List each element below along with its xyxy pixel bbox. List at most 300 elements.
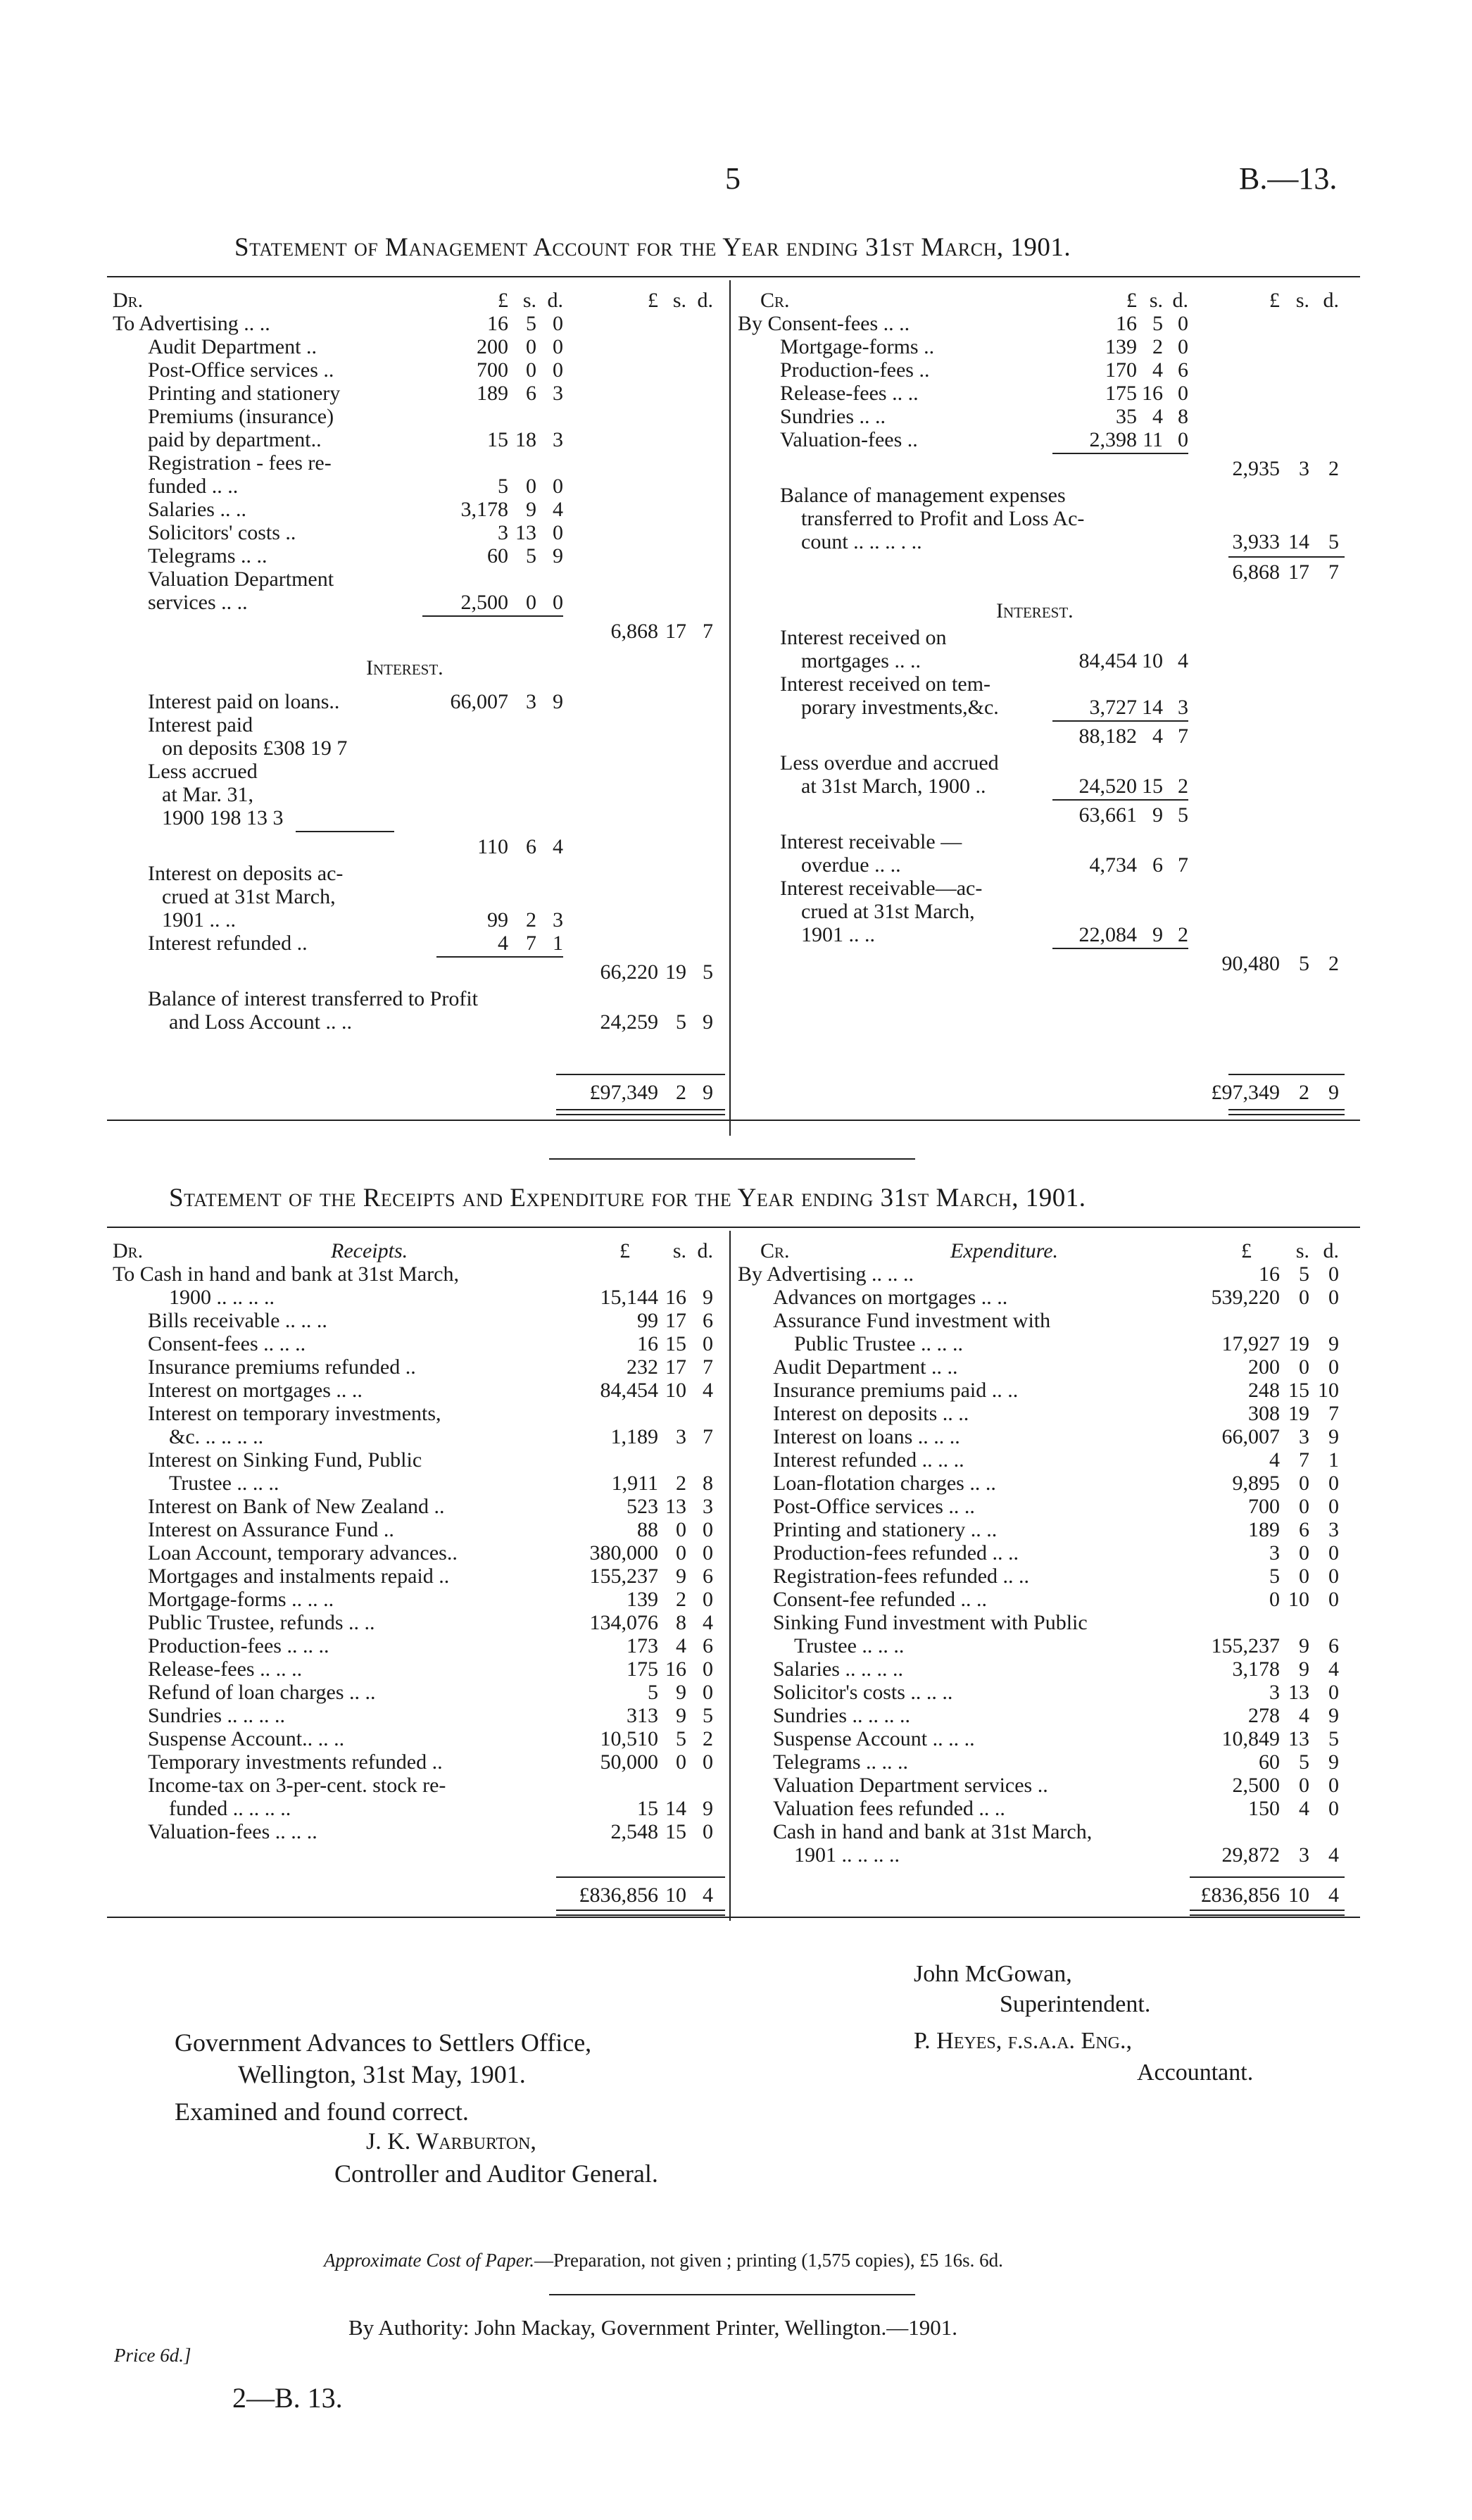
credit-row-shillings: 11 (1143, 428, 1163, 451)
expenditure-row-pounds: 539,220 (1211, 1286, 1280, 1309)
credit-row-pence: 0 (1178, 335, 1188, 358)
balance-mgmt-3: count .. .. .. . .. (801, 530, 922, 553)
expenditure-row-label: Audit Department .. .. (773, 1355, 958, 1379)
receipt-row-pence: 0 (703, 1657, 713, 1681)
debit-row-pounds: 5 (498, 475, 508, 498)
debit-row-pounds: 189 (477, 382, 508, 405)
expenditure-row-pence: 5 (1328, 1727, 1339, 1750)
credit-row-pounds: 16 (1116, 312, 1137, 335)
expenditure-row-shillings: 0 (1299, 1565, 1309, 1588)
cr-accrued-pence: 2 (1178, 923, 1188, 946)
credit-row-shillings: 5 (1152, 312, 1163, 335)
debit-row-shillings: 5 (526, 312, 536, 335)
expenditure-row-label: Suspense Account .. .. .. (773, 1727, 975, 1750)
receipt-row-shillings: 14 (665, 1797, 686, 1820)
expenditure-row-label: Advances on mortgages .. .. (773, 1286, 1008, 1309)
debit-row-label: services .. .. (148, 591, 248, 614)
ex-cr-label: Cr. (760, 1239, 790, 1262)
interest-accrued-shillings: 2 (526, 908, 536, 932)
interest-refunded-shillings: 7 (526, 932, 536, 955)
cr-int-1b: mortgages .. .. (801, 649, 921, 672)
credit-row-pounds: 175 (1105, 382, 1137, 405)
deposits-rule (296, 831, 394, 832)
interest-subtotal-pence: 5 (703, 960, 713, 984)
expenditure-row-pence: 10 (1318, 1379, 1339, 1402)
debit-row-label: Telegrams .. .. (148, 544, 268, 568)
debit-row-label: Valuation Department (148, 568, 334, 591)
debit-row-shillings: 9 (526, 498, 536, 521)
superintendent-title: Superintendent. (1000, 1991, 1151, 2017)
debit-row-shillings: 0 (526, 358, 536, 382)
expenditure-row-pounds: 700 (1248, 1495, 1280, 1518)
credit-subtotal-pence: 2 (1328, 457, 1339, 480)
expenditure-row-label: Sundries .. .. .. .. (773, 1704, 910, 1727)
receipt-row-pence: 0 (703, 1541, 713, 1565)
receipt-row-shillings: 9 (676, 1704, 686, 1727)
receipt-row-shillings: 2 (676, 1472, 686, 1495)
cr-net-pence: 5 (1178, 803, 1188, 827)
expenditure-row-pounds: 66,007 (1221, 1425, 1280, 1448)
receipt-row-pence: 6 (703, 1634, 713, 1657)
receipt-row-pounds: 84,454 (600, 1379, 658, 1402)
expenditure-row-pounds: 248 (1248, 1379, 1280, 1402)
debit-row-pounds: 2,500 (460, 591, 508, 614)
balance-interest-shillings: 5 (676, 1010, 686, 1034)
expenditure-row-label: Registration-fees refunded .. .. (773, 1565, 1030, 1588)
expenditure-row-shillings: 19 (1288, 1332, 1309, 1355)
expenditure-row-label: Valuation fees refunded .. .. (773, 1797, 1005, 1820)
expenditure-row-pence: 0 (1328, 1797, 1339, 1820)
receipt-row-shillings: 16 (665, 1286, 686, 1309)
receipt-row-pence: 8 (703, 1472, 713, 1495)
credit-total-shillings: 2 (1299, 1081, 1309, 1104)
receipt-row-label: Income-tax on 3-per-cent. stock re- (148, 1774, 446, 1797)
expenditure-row-pounds: 0 (1269, 1588, 1280, 1611)
credit-row-shillings: 16 (1142, 382, 1163, 405)
receipt-row-pence: 6 (703, 1565, 713, 1588)
debit-row-label: Premiums (insurance) (148, 405, 334, 428)
interest-accrued-2: crued at 31st March, (162, 885, 336, 908)
expenditure-row-pence: 7 (1328, 1402, 1339, 1425)
cr-interest-heading: Interest. (996, 599, 1074, 622)
interest-accrued-1: Interest on deposits ac- (148, 862, 344, 885)
expenditure-row-label: Loan-flotation charges .. .. (773, 1472, 996, 1495)
receipts-top-rule (107, 1227, 1360, 1228)
debit-row-pence: 0 (553, 335, 563, 358)
receipt-row-pence: 7 (703, 1425, 713, 1448)
cr-int-sum-pounds: 88,182 (1078, 725, 1137, 748)
interest-paid-loans-pence: 9 (553, 690, 563, 713)
credit-row-pounds: 2,398 (1089, 428, 1137, 451)
expenditure-row-label: Post-Office services .. .. (773, 1495, 975, 1518)
expenditure-row-pounds: 16 (1259, 1262, 1280, 1286)
credit-total-pence: 9 (1328, 1081, 1339, 1104)
receipt-row-pounds: 175 (627, 1657, 658, 1681)
expenditure-row-label: Printing and stationery .. .. (773, 1518, 998, 1541)
receipt-total-pence: 4 (703, 1883, 713, 1907)
receipt-row-pounds: 16 (637, 1332, 658, 1355)
credit-total-a-pence: 7 (1328, 560, 1339, 584)
debit-row-shillings: 6 (526, 382, 536, 405)
receipt-row-label: Sundries .. .. .. .. (148, 1704, 285, 1727)
cr-interest-total-pence: 2 (1328, 952, 1339, 975)
credit-row-pence: 6 (1178, 358, 1188, 382)
cr-less-pence: 2 (1178, 775, 1188, 798)
receipt-row-pounds: 380,000 (589, 1541, 658, 1565)
receipt-row-pounds: 523 (627, 1495, 658, 1518)
receipt-total-rule-top (556, 1876, 725, 1878)
receipt-row-shillings: 17 (665, 1355, 686, 1379)
credit-total-rule-top (1228, 1074, 1345, 1075)
receipt-row-pounds: 232 (627, 1355, 658, 1379)
accountant-title: Accountant. (1137, 2060, 1254, 2086)
debit-row-label: To Advertising .. .. (113, 312, 270, 335)
expenditure-row-pounds: 200 (1248, 1355, 1280, 1379)
debit-row-pence: 3 (553, 382, 563, 405)
balance-mgmt-2: transferred to Profit and Loss Ac- (801, 507, 1085, 530)
debit-row-label: Salaries .. .. (148, 498, 246, 521)
accountant-name: P. Heyes, f.s.a.a. Eng., (914, 2028, 1132, 2054)
col-shillings-head-2: s. (672, 289, 686, 312)
expenditure-row-label: Assurance Fund investment with (773, 1309, 1051, 1332)
signature-mark: 2—B. 13. (232, 2382, 343, 2414)
debit-row-shillings: 0 (526, 475, 536, 498)
auditor-title: Controller and Auditor General. (334, 2159, 658, 2188)
debit-row-shillings: 5 (526, 544, 536, 568)
interest-paid-deposits-1: Interest paid (148, 713, 253, 736)
debit-row-label: Registration - fees re- (148, 451, 332, 475)
receipt-row-pounds: 99 (637, 1309, 658, 1332)
management-top-rule (107, 276, 1360, 277)
receipt-row-pounds: 10,510 (600, 1727, 658, 1750)
expenditure-row-pounds: 60 (1259, 1750, 1280, 1774)
debit-total-shillings: 2 (676, 1081, 686, 1104)
interest-heading: Interest. (366, 656, 444, 679)
expenditure-row-pounds: 3 (1269, 1681, 1280, 1704)
expenditure-row-pence: 0 (1328, 1565, 1339, 1588)
receipt-row-pounds: 155,237 (589, 1565, 658, 1588)
cr-overdue-pounds: 4,734 (1089, 853, 1137, 877)
receipt-row-label: Insurance premiums refunded .. (148, 1355, 416, 1379)
debit-subtotal-pounds: 6,868 (610, 620, 658, 643)
expenditure-row-pounds: 10,849 (1221, 1727, 1280, 1750)
receipts-bottom-rule (107, 1917, 1360, 1918)
expenditure-row-pounds: 155,237 (1211, 1634, 1280, 1657)
cr-int-sum-shillings: 4 (1152, 725, 1163, 748)
credit-total-pounds: £97,349 (1211, 1081, 1280, 1104)
debit-row-pence: 9 (553, 544, 563, 568)
receipt-row-pounds: 15 (637, 1797, 658, 1820)
credit-sum-rule-2 (1228, 556, 1345, 558)
expenditure-row-pence: 0 (1328, 1681, 1339, 1704)
debit-row-pence: 0 (553, 521, 563, 544)
cr-int-1-pence: 4 (1178, 649, 1188, 672)
cost-label: Approximate Cost of Paper. (324, 2250, 534, 2271)
receipt-row-pounds: 139 (627, 1588, 658, 1611)
receipt-row-pounds: 2,548 (610, 1820, 658, 1843)
expenditure-row-pounds: 9,895 (1232, 1472, 1280, 1495)
cr-int-1-shillings: 10 (1142, 649, 1163, 672)
receipt-row-label: To Cash in hand and bank at 31st March, (113, 1262, 459, 1286)
receipt-row-pounds: 1,189 (610, 1425, 658, 1448)
expenditure-row-pence: 0 (1328, 1262, 1339, 1286)
receipts-center-divider (729, 1231, 731, 1921)
debit-row-shillings: 13 (515, 521, 536, 544)
receipt-row-label: Consent-fees .. .. .. (148, 1332, 306, 1355)
credit-row-label: Production-fees .. (780, 358, 930, 382)
receipt-total-rule-bottom (556, 1910, 725, 1916)
expenditure-row-shillings: 0 (1299, 1541, 1309, 1565)
debit-row-pence: 0 (553, 591, 563, 614)
receipt-row-pounds: 15,144 (600, 1286, 658, 1309)
cr-overdue-2: overdue .. .. (801, 853, 901, 877)
management-center-divider (729, 280, 731, 1136)
receipt-row-shillings: 17 (665, 1309, 686, 1332)
credit-row-shillings: 2 (1152, 335, 1163, 358)
expenditure-row-pence: 4 (1328, 1843, 1339, 1867)
receipt-row-label: Mortgage-forms .. .. .. (148, 1588, 334, 1611)
interest-accrued-pounds: 99 (487, 908, 508, 932)
less-accrued-2: at Mar. 31, (162, 783, 253, 806)
expenditure-row-label: Cash in hand and bank at 31st March, (773, 1820, 1093, 1843)
expenditure-row-pence: 1 (1328, 1448, 1339, 1472)
cr-int-2-pounds: 3,727 (1089, 696, 1137, 719)
expenditure-row-label: By Advertising .. .. .. (738, 1262, 914, 1286)
receipt-row-shillings: 13 (665, 1495, 686, 1518)
expenditure-row-pounds: 3,178 (1232, 1657, 1280, 1681)
expenditure-row-pence: 9 (1328, 1750, 1339, 1774)
interest-paid-loans-pounds: 66,007 (450, 690, 508, 713)
debit-row-pence: 0 (553, 475, 563, 498)
debit-row-label: paid by department.. (148, 428, 322, 451)
receipt-row-label: Valuation-fees .. .. .. (148, 1820, 317, 1843)
cr-int-2a: Interest received on tem- (780, 672, 991, 696)
debit-sum-rule (422, 615, 563, 617)
receipt-row-label: Release-fees .. .. .. (148, 1657, 303, 1681)
credit-subtotal-shillings: 3 (1299, 457, 1309, 480)
expenditure-total-pence: 4 (1328, 1883, 1339, 1907)
cr-col-pence-head-2: d. (1323, 289, 1339, 312)
rc-dr-label: Dr. (113, 1239, 144, 1262)
footer-separator (549, 2294, 915, 2295)
cr-int-1-pounds: 84,454 (1078, 649, 1137, 672)
cr-int-2-pence: 3 (1178, 696, 1188, 719)
receipt-row-label: Interest on Assurance Fund .. (148, 1518, 394, 1541)
receipt-row-label: Refund of loan charges .. .. (148, 1681, 376, 1704)
credit-sum-rule (1052, 453, 1188, 454)
expenditure-row-shillings: 5 (1299, 1750, 1309, 1774)
expenditure-row-shillings: 0 (1299, 1495, 1309, 1518)
expenditure-row-shillings: 7 (1299, 1448, 1309, 1472)
receipt-row-pounds: 313 (627, 1704, 658, 1727)
receipt-row-shillings: 0 (676, 1541, 686, 1565)
debit-total-pounds: £97,349 (589, 1081, 658, 1104)
auditor-name: J. K. Warburton, (366, 2129, 536, 2155)
debit-total-rule-bottom (556, 1109, 725, 1115)
expenditure-row-pence: 0 (1328, 1495, 1339, 1518)
expenditure-row-label: 1901 .. .. .. .. (794, 1843, 900, 1867)
cr-overdue-1: Interest receivable — (780, 830, 962, 853)
receipt-total-pounds: £836,856 (579, 1883, 658, 1907)
cr-col-shillings-head: s. (1149, 289, 1163, 312)
balance-interest-pence: 9 (703, 1010, 713, 1034)
balance-mgmt-1: Balance of management expenses (780, 484, 1066, 507)
interest-subtotal-shillings: 19 (665, 960, 686, 984)
interest-paid-deposits-2: on deposits £308 19 7 (162, 736, 348, 760)
receipt-row-pence: 5 (703, 1704, 713, 1727)
credit-total-a-shillings: 17 (1288, 560, 1309, 584)
receipt-row-pence: 0 (703, 1750, 713, 1774)
balance-interest-pounds: 24,259 (600, 1010, 658, 1034)
expenditure-row-label: Consent-fee refunded .. .. (773, 1588, 988, 1611)
expenditure-row-pence: 0 (1328, 1541, 1339, 1565)
expenditure-row-pounds: 2,500 (1232, 1774, 1280, 1797)
deposits-net-shillings: 6 (526, 835, 536, 858)
cr-col-pounds-head-2: £ (1269, 289, 1280, 312)
superintendent-name: John McGowan, (914, 1961, 1072, 1987)
cr-less-2: at 31st March, 1900 .. (801, 775, 986, 798)
expenditure-row-label: Interest on deposits .. .. (773, 1402, 969, 1425)
cr-accrued-shillings: 9 (1152, 923, 1163, 946)
cr-int-sum-pence: 7 (1178, 725, 1188, 748)
debit-row-pence: 0 (553, 358, 563, 382)
expenditure-row-pounds: 3 (1269, 1541, 1280, 1565)
debit-row-pounds: 60 (487, 544, 508, 568)
debit-row-pounds: 15 (487, 428, 508, 451)
dr-label: Dr. (113, 289, 144, 312)
balance-mgmt-shillings: 14 (1288, 530, 1309, 553)
receipt-row-pence: 4 (703, 1611, 713, 1634)
expenditure-row-label: Telegrams .. .. .. (773, 1750, 909, 1774)
receipt-row-label: &c. .. .. .. .. (169, 1425, 264, 1448)
receipt-row-label: 1900 .. .. .. .. (169, 1286, 275, 1309)
credit-row-pence: 0 (1178, 312, 1188, 335)
receipt-row-pence: 0 (703, 1681, 713, 1704)
receipt-row-label: Production-fees .. .. .. (148, 1634, 329, 1657)
expenditure-row-shillings: 4 (1299, 1797, 1309, 1820)
receipt-row-label: Interest on Bank of New Zealand .. (148, 1495, 445, 1518)
expenditure-row-label: Sinking Fund investment with Public (773, 1611, 1088, 1634)
expenditure-row-pounds: 29,872 (1221, 1843, 1280, 1867)
cr-interest-total-shillings: 5 (1299, 952, 1309, 975)
ex-col-pounds-head: £ (1241, 1239, 1252, 1262)
col-pence-head: d. (547, 289, 563, 312)
expenditure-row-shillings: 9 (1299, 1657, 1309, 1681)
rc-col-pence-head: d. (697, 1239, 713, 1262)
cr-overdue-pence: 7 (1178, 853, 1188, 877)
expenditure-row-shillings: 0 (1299, 1774, 1309, 1797)
cost-note (324, 2250, 1003, 2271)
credit-row-shillings: 4 (1152, 405, 1163, 428)
deposits-net-pounds: 110 (477, 835, 508, 858)
cr-net-rule (1052, 799, 1188, 801)
section-separator (549, 1158, 915, 1160)
receipt-row-label: Public Trustee, refunds .. .. (148, 1611, 375, 1634)
receipt-row-shillings: 5 (676, 1727, 686, 1750)
interest-refunded-pounds: 4 (498, 932, 508, 955)
debit-row-pence: 3 (553, 428, 563, 451)
debit-subtotal-shillings: 17 (665, 620, 686, 643)
receipt-row-shillings: 4 (676, 1634, 686, 1657)
cr-int-2-shillings: 14 (1142, 696, 1163, 719)
col-pounds-head: £ (498, 289, 508, 312)
receipt-row-pence: 9 (703, 1797, 713, 1820)
receipt-row-label: Interest on temporary investments, (148, 1402, 441, 1425)
balance-mgmt-pounds: 3,933 (1232, 530, 1280, 553)
page-number: 5 (725, 161, 741, 196)
interest-accrued-pence: 3 (553, 908, 563, 932)
cr-interest-total-pounds: 90,480 (1221, 952, 1280, 975)
cr-label: Cr. (760, 289, 790, 312)
receipt-row-pounds: 173 (627, 1634, 658, 1657)
receipts-title: Statement of the Receipts and Expenditure for the Year ending 31st March, 1901. (169, 1184, 1086, 1212)
debit-row-label: Solicitors' costs .. (148, 521, 296, 544)
debit-row-pence: 4 (553, 498, 563, 521)
cr-less-shillings: 15 (1142, 775, 1163, 798)
cr-less-pounds: 24,520 (1078, 775, 1137, 798)
expenditure-row-label: Insurance premiums paid .. .. (773, 1379, 1019, 1402)
expenditure-row-label: Solicitor's costs .. .. .. (773, 1681, 953, 1704)
receipt-row-pounds: 1,911 (611, 1472, 658, 1495)
receipt-row-label: Mortgages and instalments repaid .. (148, 1565, 450, 1588)
receipt-row-pence: 3 (703, 1495, 713, 1518)
expenditure-row-pence: 0 (1328, 1472, 1339, 1495)
price-note: Price 6d.] (114, 2345, 191, 2366)
expenditure-row-shillings: 6 (1299, 1518, 1309, 1541)
authority-line: By Authority: John Mackay, Government Printer, Wellington.—1901. (348, 2315, 958, 2340)
receipt-row-pence: 7 (703, 1355, 713, 1379)
debit-row-pounds: 200 (477, 335, 508, 358)
deposits-net-pence: 4 (553, 835, 563, 858)
expenditure-row-pounds: 308 (1248, 1402, 1280, 1425)
debit-row-shillings: 0 (526, 591, 536, 614)
debit-row-pounds: 3,178 (460, 498, 508, 521)
cr-accrued-2: crued at 31st March, (801, 900, 975, 923)
office-line-2: Wellington, 31st May, 1901. (238, 2060, 526, 2088)
expenditure-row-label: Production-fees refunded .. .. (773, 1541, 1019, 1565)
receipt-row-shillings: 8 (676, 1611, 686, 1634)
receipt-row-pence: 0 (703, 1518, 713, 1541)
credit-row-label: Release-fees .. .. (780, 382, 919, 405)
expenditure-row-pence: 9 (1328, 1704, 1339, 1727)
cr-accrued-pounds: 22,084 (1078, 923, 1137, 946)
expenditure-label: Expenditure. (950, 1239, 1059, 1262)
receipt-row-pence: 6 (703, 1309, 713, 1332)
debit-row-pounds: 3 (498, 521, 508, 544)
receipt-row-pence: 0 (703, 1588, 713, 1611)
expenditure-row-shillings: 13 (1288, 1681, 1309, 1704)
credit-total-a-pounds: 6,868 (1232, 560, 1280, 584)
expenditure-row-shillings: 3 (1299, 1843, 1309, 1867)
expenditure-total-pounds: £836,856 (1200, 1883, 1280, 1907)
balance-interest-1: Balance of interest transferred to Profit (148, 987, 478, 1010)
cr-overdue-shillings: 6 (1152, 853, 1163, 877)
document-reference: B.—13. (1239, 161, 1338, 196)
receipts-label: Receipts. (331, 1239, 408, 1262)
expenditure-row-pounds: 5 (1269, 1565, 1280, 1588)
debit-total-rule-top (556, 1074, 725, 1075)
expenditure-row-pence: 6 (1328, 1634, 1339, 1657)
debit-subtotal-pence: 7 (703, 620, 713, 643)
receipt-row-pounds: 134,076 (589, 1611, 658, 1634)
expenditure-row-label: Interest on loans .. .. .. (773, 1425, 960, 1448)
receipt-row-pounds: 5 (648, 1681, 658, 1704)
expenditure-row-label: Interest refunded .. .. .. (773, 1448, 964, 1472)
col-pounds-head-2: £ (648, 289, 658, 312)
receipt-row-pence: 0 (703, 1332, 713, 1355)
credit-row-shillings: 4 (1152, 358, 1163, 382)
col-pence-head-2: d. (697, 289, 713, 312)
